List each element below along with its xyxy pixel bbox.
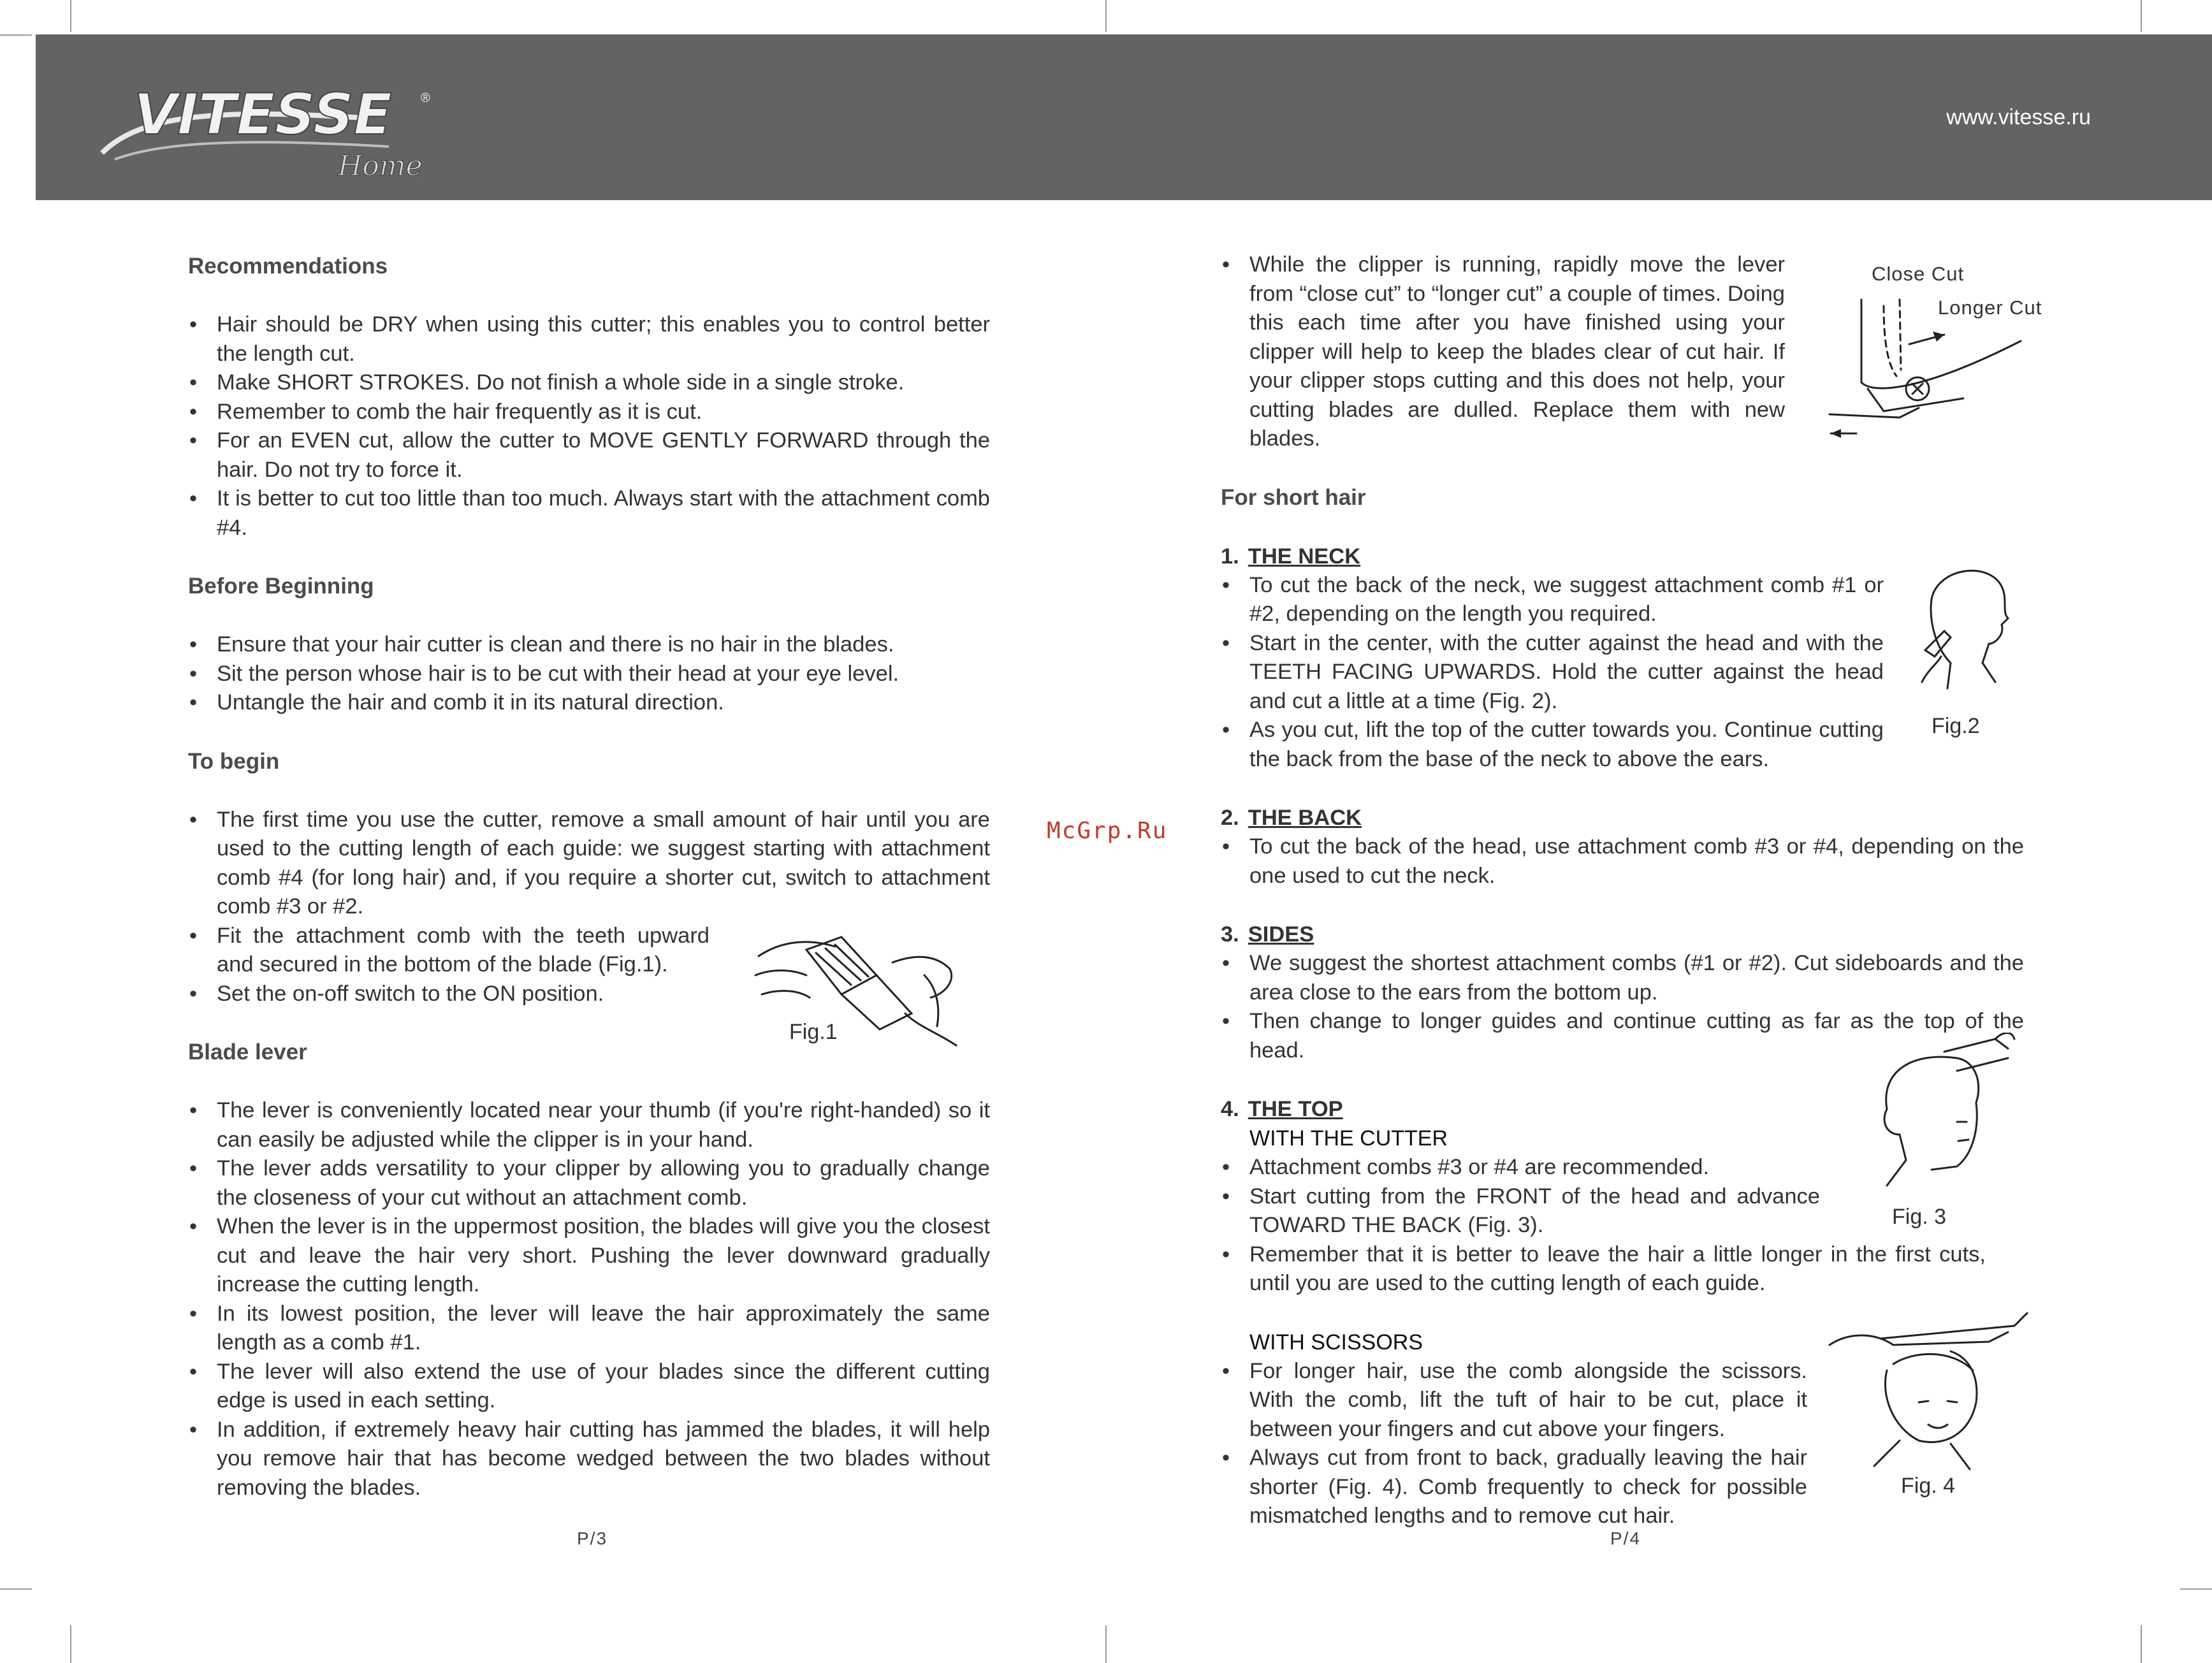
page-number: P/4 [1610,1529,1641,1548]
logo-registered: ® [421,91,430,105]
subsection-heading [1221,542,2024,571]
fig4-label: Fig. 4 [1901,1474,1956,1498]
longer-cut-label: Longer Cut [1938,296,2042,319]
section-title: Recommendations [188,254,388,279]
section-title: Blade lever [188,1040,307,1064]
subsection-title: THE BACK [1248,806,1362,830]
page-number: P/3 [577,1529,608,1548]
subsection-number: 2. [1221,806,1239,830]
list-item: • In its lowest position, the lever will leave the hair approximately the same length as a comb #1. [188,1300,990,1358]
list-item: • The first time you use the cutter, remove a small amount of hair until you are used to the cutting length of each guide: we suggest starting with attachment comb #4 (for long hair) and, if you require a shorter cut, switch to attachment comb #3 or #2. [188,806,990,922]
list-item: • Then change to longer guides and continue cutting as far as the top of the head. [1221,1007,2024,1065]
fig2-head-illustration [1912,561,2014,708]
list-item: • While the clipper is running, rapidly move the lever from “close cut” to “longer cut” a couple of times. Doing this each time after you have finished using your clipper will help to keep the blades clear of cut hair. If your clipper stops cutting and this does not help, your cutting blades are dulled. Replace them with new blades. [1221,251,1785,454]
list-item: • For an EVEN cut, allow the cutter to MOVE GENTLY FORWARD through the hair. Do not try to force it. [188,426,990,484]
list-item: • Start cutting from the FRONT of the head and advance TOWARD THE BACK (Fig. 3). [1221,1182,1820,1240]
bullet-list [1221,832,2024,890]
section-title: For short hair [1221,484,1366,510]
left-page [188,252,990,1502]
subsection-heading [1221,803,2024,832]
list-item: • As you cut, lift the top of the cutter towards you. Continue cutting the back from the base of the neck to above the ears. [1221,716,1884,774]
logo-sub: Home [338,150,423,182]
list-item: • To cut the back of the neck, we suggest attachment comb #1 or #2, depending on the length you required. [1221,571,1884,629]
subsection-subtitle: WITH THE CUTTER [1249,1126,1448,1151]
list-item: • To cut the back of the head, use attachment comb #3 or #4, depending on the one used to cut the neck. [1221,832,2024,890]
list-item: • Hair should be DRY when using this cutter; this enables you to control better the length cut. [188,310,990,368]
list-item: • Attachment combs #3 or #4 are recommended. [1221,1153,1820,1182]
crop-mark [70,0,71,32]
crop-mark [1105,1625,1107,1663]
section-title: Before Beginning [188,574,374,599]
logo-brand: VITESSE [134,82,392,147]
fig1-label: Fig.1 [789,1020,838,1044]
website-url[interactable]: www.vitesse.ru [1946,105,2091,129]
bullet-list [1221,1357,1807,1531]
fig2-label: Fig.2 [1932,714,1980,738]
crop-mark [0,34,32,36]
list-item: • It is better to cut too little than too much. Always start with the attachment comb #4. [188,484,990,542]
fig3-label: Fig. 3 [1892,1205,1947,1229]
list-item: • Remember that it is better to leave the hair a little longer in the first cuts, until you are used to the cutting length of each guide. [1221,1240,1986,1298]
list-item: • For longer hair, use the comb alongside the scissors. With the comb, lift the tuft of hair to be cut, place it between your fingers and cut above your fingers. [1221,1357,1807,1444]
subsection-title: SIDES [1248,922,1314,947]
bullet-list [188,310,990,542]
fig4-head-illustration [1823,1307,2034,1472]
list-item: • Fit the attachment comb with the teeth upward and secured in the bottom of the blade (Fig.1). [188,922,709,980]
list-item: • The lever will also extend the use of your blades since the different cutting edge is used in each setting. [188,1358,990,1416]
subsection-heading [1221,920,2024,949]
subsection-number: 3. [1221,922,1239,947]
crop-mark [1105,0,1107,32]
crop-mark [2180,1588,2212,1590]
list-item: • Sit the person whose hair is to be cut with their head at your eye level. [188,660,990,689]
crop-mark [0,1588,32,1590]
list-item: • When the lever is in the uppermost position, the blades will give you the closest cut and leave the hair very short. Pushing the lever downward gradually increase the cutting length. [188,1212,990,1300]
list-item: • Untangle the hair and comb it in its natural direction. [188,688,990,718]
list-item: • The lever adds versatility to your clipper by allowing you to gradually change the closeness of your cut without an attachment comb. [188,1154,990,1212]
crop-mark [70,1625,71,1663]
list-item: • We suggest the shortest attachment combs (#1 or #2). Cut sideboards and the area close to the ears from the bottom up. [1221,949,2024,1007]
list-item: • Remember to comb the hair frequently as it is cut. [188,398,990,427]
subsection-number: 1. [1221,544,1239,569]
list-item: • In addition, if extremely heavy hair cutting has jammed the blades, it will help you remove hair that has become wedged between the two blades without removing the blades. [188,1416,990,1503]
subsection-title: THE NECK [1248,544,1361,569]
watermark: McGrp.Ru [1047,818,1168,844]
bullet-list [188,1096,990,1502]
bullet-list [188,630,990,718]
fig1-clipper-illustration [746,918,975,1052]
subsection-title: THE TOP [1248,1097,1343,1121]
subsection-subtitle: WITH SCISSORS [1249,1330,1423,1354]
list-item: • Start in the center, with the cutter against the head and with the TEETH FACING UPWARDS. Hold the cutter against the head and cut a little at a time (Fig. 2). [1221,629,1884,716]
list-item: • Always cut from front to back, gradually leaving the hair shorter (Fig. 4). Comb frequently to check for possible mismatched lengths and to remove cut hair. [1221,1444,1807,1531]
crop-mark [2141,1625,2142,1663]
list-item: • Ensure that your hair cutter is clean and there is no hair in the blades. [188,630,990,660]
bullet-list [1221,571,1884,774]
section-title: To begin [188,748,280,774]
vitesse-logo [89,57,446,185]
close-cut-label: Close Cut [1872,263,1965,285]
list-item: • Set the on-off switch to the ON position. [188,980,709,1009]
crop-mark [2141,0,2142,32]
list-item: • The lever is conveniently located near your thumb (if you're right-handed) so it can easily be adjusted while the clipper is in your hand. [188,1096,990,1154]
fig3-head-illustration [1861,1033,2021,1192]
subsection-number: 4. [1221,1097,1239,1121]
list-item: • Make SHORT STROKES. Do not finish a whole side in a single stroke. [188,368,990,398]
